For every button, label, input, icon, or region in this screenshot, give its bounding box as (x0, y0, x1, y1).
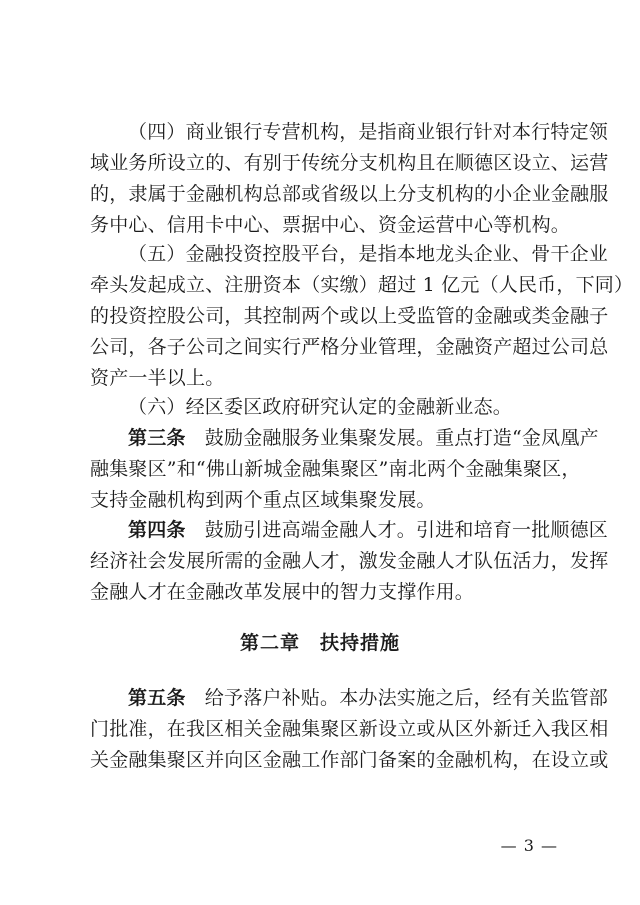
paragraph-line: （六）经区委区政府研究认定的金融新业态。 (128, 396, 513, 418)
paragraph-line: 务中心、信用卡中心、票据中心、资金运营中心等机构。 (90, 214, 571, 236)
paragraph-item-4 (90, 117, 609, 241)
paragraph-line: 的，隶属于金融机构总部或省级以上分支机构的小企业金融服 (90, 183, 609, 205)
paragraph-item-5 (90, 239, 634, 394)
paragraph-line: 门批准，在我区相关金融集聚区新设立或从区外新迁入我区相 (90, 718, 609, 740)
article-text: 鼓励引进高端金融人才。引进和培育一批顺德区 (185, 519, 609, 541)
paragraph-line: 资产一半以上。 (90, 367, 225, 389)
paragraph-line: 牵头发起成立、注册资本（实缴）超过 1 亿元（人民币，下同） (90, 274, 634, 296)
paragraph-line: 金融人才在金融改革发展中的智力支撑作用。 (90, 581, 475, 603)
article-4 (90, 515, 609, 608)
article-label: 第三条 (128, 427, 186, 449)
article-text: 鼓励金融服务业集聚发展。重点打造“金凤凰产 (185, 427, 599, 449)
paragraph-line: （五）金融投资控股平台，是指本地龙头企业、骨干企业 (128, 243, 609, 265)
article-text: 给予落户补贴。本办法实施之后，经有关监管部 (185, 687, 609, 709)
article-5 (90, 683, 609, 776)
article-label: 第四条 (128, 519, 186, 541)
paragraph-line: 关金融集聚区并向区金融工作部门备案的金融机构，在设立或 (90, 749, 609, 771)
paragraph-line: 的投资控股公司，其控制两个或以上受监管的金融或类金融子 (90, 305, 609, 327)
paragraph-line (90, 683, 609, 714)
paragraph-line: 域业务所设立的、有别于传统分支机构且在顺德区设立、运营 (90, 152, 609, 174)
paragraph-item-6 (90, 392, 558, 423)
paragraph-line: 经济社会发展所需的金融人才，激发金融人才队伍活力，发挥 (90, 550, 609, 572)
paragraph-line: （四）商业银行专营机构，是指商业银行针对本行特定领 (128, 121, 609, 143)
page-number: — 3 — (500, 836, 558, 855)
paragraph-line: 公司，各子公司之间实行严格分业管理，金融资产超过公司总 (90, 336, 609, 358)
article-label: 第五条 (128, 687, 186, 709)
paragraph-line: 支持金融机构到两个重点区域集聚发展。 (90, 489, 436, 511)
paragraph-line: 融集聚区”和“佛山新城金融集聚区”南北两个金融集聚区， (90, 458, 581, 480)
paragraph-line (90, 423, 599, 454)
paragraph-line (90, 515, 609, 546)
article-3 (90, 423, 599, 516)
chapter-title: 第二章 扶持措施 (239, 632, 400, 654)
